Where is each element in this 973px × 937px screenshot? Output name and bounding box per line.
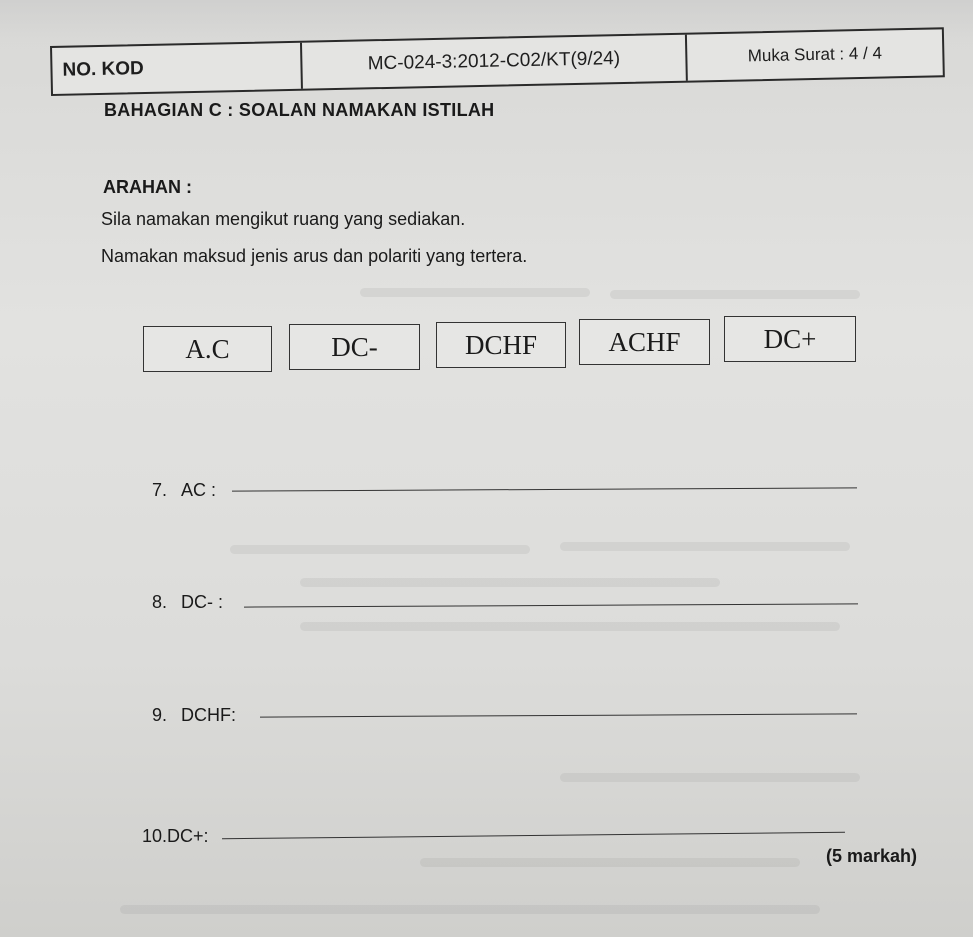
question-8: [152, 592, 223, 613]
code-label: NO. KOD: [52, 43, 303, 94]
instructions-heading: ARAHAN :: [103, 177, 192, 197]
term-box-achf: ACHF: [579, 319, 710, 365]
question-label: DC+:: [167, 826, 209, 846]
bleed-mark: [120, 905, 820, 914]
question-label: DCHF:: [181, 705, 237, 725]
bleed-mark: [420, 858, 800, 867]
section-title: BAHAGIAN C : SOALAN NAMAKAN ISTILAH: [104, 100, 495, 120]
page-number: Muka Surat : 4 / 4: [747, 43, 883, 66]
instruction-line-2: Namakan maksud jenis arus dan polariti yang tertera.: [101, 246, 528, 266]
code-value: MC-024-3:2012-C02/KT(9/24): [302, 35, 688, 89]
term-box-dc-minus: DC-: [289, 324, 420, 370]
term-box-dc-plus: DC+: [724, 316, 856, 362]
term-box-dchf: DCHF: [436, 322, 566, 368]
bleed-mark: [360, 288, 590, 297]
bleed-mark: [560, 773, 860, 782]
marks-total: (5 markah): [826, 846, 918, 866]
question-number: 10.: [142, 826, 168, 846]
bleed-mark: [560, 542, 850, 551]
question-9: [152, 705, 236, 726]
question-number: 8.: [152, 592, 168, 612]
question-10: [142, 826, 209, 847]
answer-line-7[interactable]: [232, 487, 857, 491]
answer-line-9[interactable]: [260, 713, 857, 717]
question-label: DC- :: [181, 592, 224, 612]
bleed-mark: [610, 290, 860, 299]
question-number: 7.: [152, 480, 168, 500]
bleed-mark: [300, 578, 720, 587]
instruction-line-1: Sila namakan mengikut ruang yang sediakan.: [101, 209, 466, 229]
answer-line-8[interactable]: [244, 603, 858, 607]
answer-line-10[interactable]: [222, 832, 845, 840]
question-label: AC :: [181, 480, 217, 500]
bleed-mark: [230, 545, 530, 554]
question-7: [152, 480, 216, 501]
question-number: 9.: [152, 705, 168, 725]
bleed-mark: [300, 622, 840, 631]
term-box-ac: A.C: [143, 326, 272, 372]
